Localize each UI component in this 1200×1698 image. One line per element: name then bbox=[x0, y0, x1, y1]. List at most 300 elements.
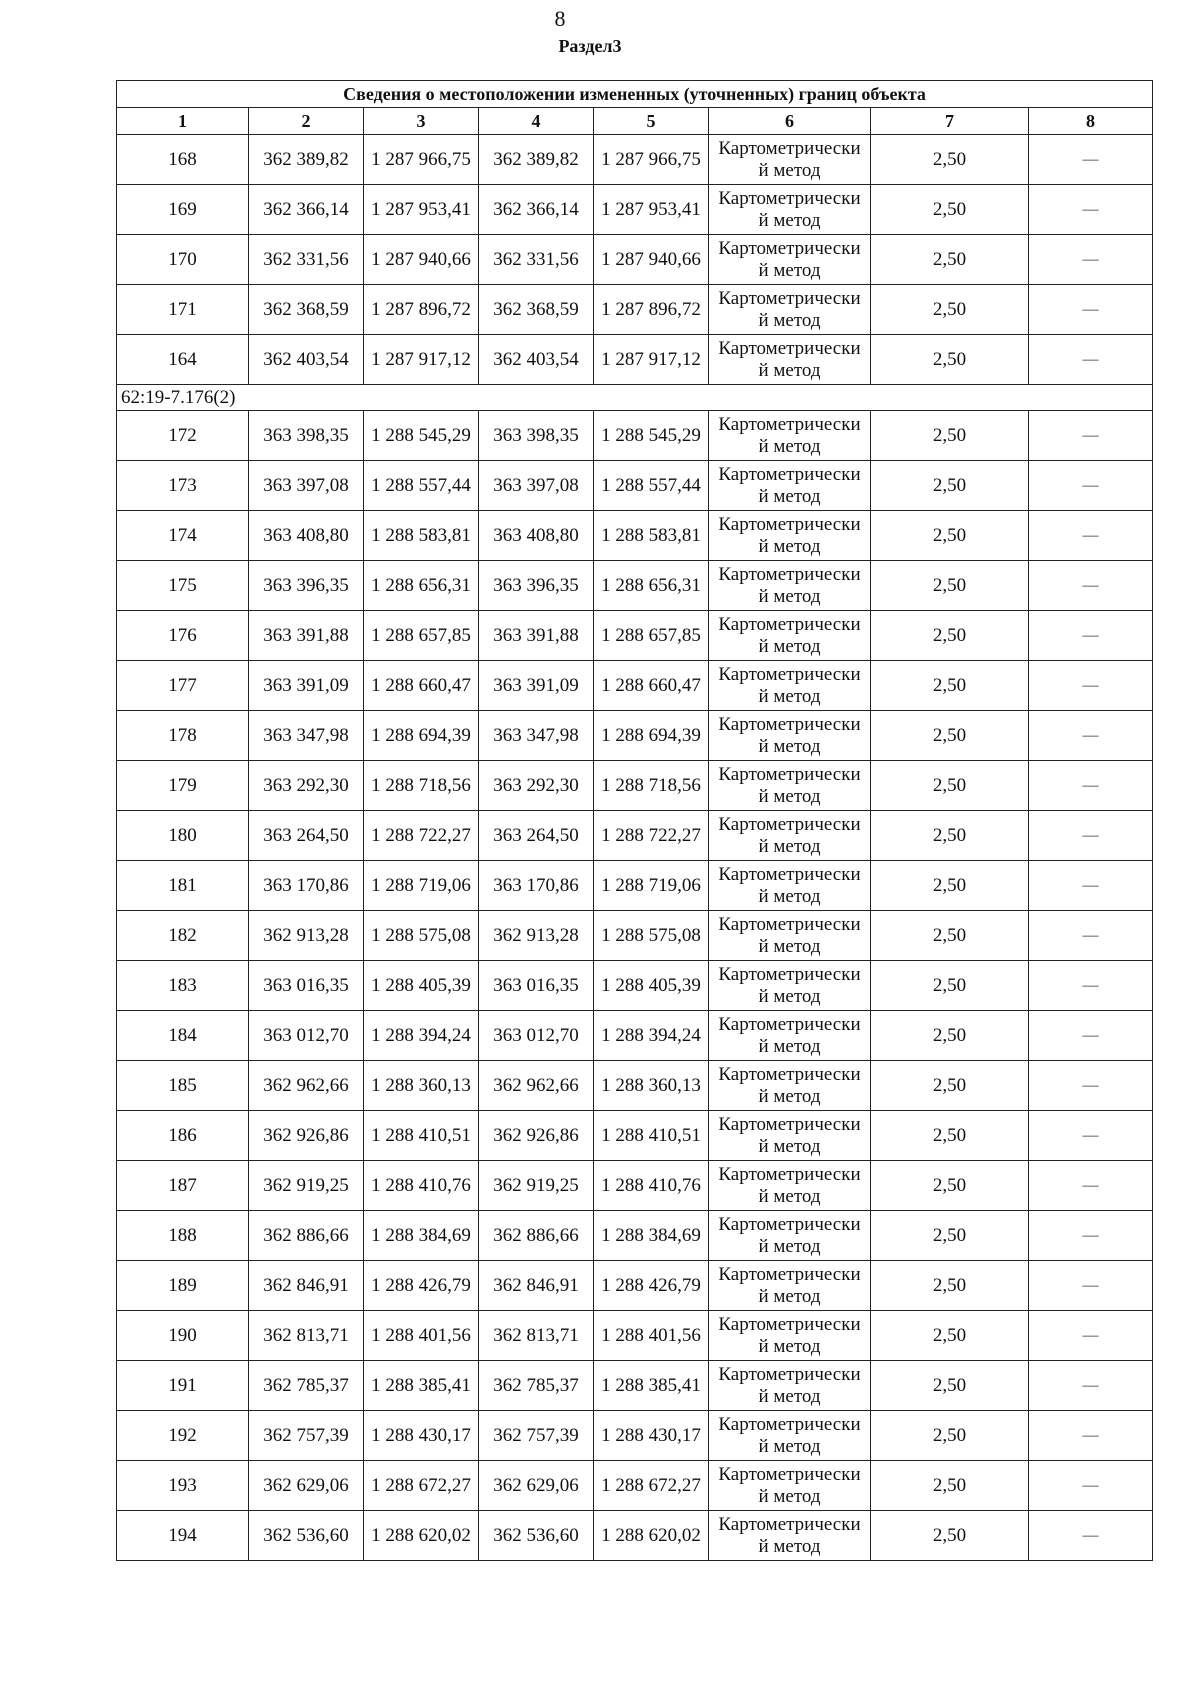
method-line: Картометрически bbox=[718, 187, 861, 209]
new-y-cell: 1 288 575,08 bbox=[594, 911, 709, 961]
new-y-cell: 1 288 620,02 bbox=[594, 1511, 709, 1561]
new-y-cell: 1 288 410,51 bbox=[594, 1111, 709, 1161]
table-row bbox=[117, 235, 1153, 285]
method-line: й метод bbox=[758, 685, 821, 707]
new-x-cell: 362 785,37 bbox=[479, 1361, 594, 1411]
new-x-cell: 362 389,82 bbox=[479, 135, 594, 185]
description-cell: — bbox=[1029, 1511, 1153, 1561]
method-line: Картометрически bbox=[718, 513, 861, 535]
method-line: й метод bbox=[758, 1335, 821, 1357]
description-cell: — bbox=[1029, 1411, 1153, 1461]
method-line: Картометрически bbox=[718, 1313, 861, 1335]
table-row bbox=[117, 185, 1153, 235]
new-x-cell: 363 170,86 bbox=[479, 861, 594, 911]
method-line: Картометрически bbox=[718, 1013, 861, 1035]
method-cell bbox=[709, 1261, 871, 1311]
point-number-cell: 178 bbox=[117, 711, 249, 761]
method-line: Картометрически bbox=[718, 1463, 861, 1485]
method-line: Картометрически bbox=[718, 337, 861, 359]
method-line: Картометрически bbox=[718, 287, 861, 309]
method-cell bbox=[709, 661, 871, 711]
table-row bbox=[117, 611, 1153, 661]
method-cell bbox=[709, 1361, 871, 1411]
existing-x-cell: 362 846,91 bbox=[249, 1261, 364, 1311]
precision-cell: 2,50 bbox=[871, 561, 1029, 611]
description-cell: — bbox=[1029, 1111, 1153, 1161]
method-line: й метод bbox=[758, 1235, 821, 1257]
new-x-cell: 363 408,80 bbox=[479, 511, 594, 561]
method-cell bbox=[709, 961, 871, 1011]
existing-y-cell: 1 288 394,24 bbox=[364, 1011, 479, 1061]
point-number-cell: 179 bbox=[117, 761, 249, 811]
new-y-cell: 1 288 545,29 bbox=[594, 411, 709, 461]
existing-y-cell: 1 288 360,13 bbox=[364, 1061, 479, 1111]
new-y-cell: 1 288 430,17 bbox=[594, 1411, 709, 1461]
description-cell: — bbox=[1029, 335, 1153, 385]
method-cell bbox=[709, 1311, 871, 1361]
precision-cell: 2,50 bbox=[871, 335, 1029, 385]
point-number-cell: 189 bbox=[117, 1261, 249, 1311]
method-line: й метод bbox=[758, 635, 821, 657]
table-caption: Сведения о местоположении измененных (уточненных) границ объекта bbox=[117, 81, 1153, 108]
method-cell bbox=[709, 761, 871, 811]
existing-y-cell: 1 288 694,39 bbox=[364, 711, 479, 761]
new-x-cell: 362 926,86 bbox=[479, 1111, 594, 1161]
existing-x-cell: 362 389,82 bbox=[249, 135, 364, 185]
table-row bbox=[117, 1311, 1153, 1361]
existing-x-cell: 362 757,39 bbox=[249, 1411, 364, 1461]
method-line: й метод bbox=[758, 1485, 821, 1507]
existing-y-cell: 1 288 719,06 bbox=[364, 861, 479, 911]
method-cell bbox=[709, 185, 871, 235]
precision-cell: 2,50 bbox=[871, 761, 1029, 811]
existing-x-cell: 363 398,35 bbox=[249, 411, 364, 461]
precision-cell: 2,50 bbox=[871, 461, 1029, 511]
existing-x-cell: 363 391,09 bbox=[249, 661, 364, 711]
existing-y-cell: 1 288 672,27 bbox=[364, 1461, 479, 1511]
table-row bbox=[117, 1261, 1153, 1311]
new-y-cell: 1 288 385,41 bbox=[594, 1361, 709, 1411]
table-row bbox=[117, 1461, 1153, 1511]
point-number-cell: 194 bbox=[117, 1511, 249, 1561]
new-x-cell: 362 403,54 bbox=[479, 335, 594, 385]
method-line: й метод bbox=[758, 735, 821, 757]
table-body bbox=[117, 135, 1153, 1561]
method-line: й метод bbox=[758, 1385, 821, 1407]
method-line: Картометрически bbox=[718, 413, 861, 435]
method-line: Картометрически bbox=[718, 1213, 861, 1235]
method-line: Картометрически bbox=[718, 813, 861, 835]
point-number-cell: 172 bbox=[117, 411, 249, 461]
method-line: Картометрически bbox=[718, 763, 861, 785]
existing-x-cell: 363 391,88 bbox=[249, 611, 364, 661]
point-number-cell: 182 bbox=[117, 911, 249, 961]
method-line: й метод bbox=[758, 885, 821, 907]
new-x-cell: 362 846,91 bbox=[479, 1261, 594, 1311]
new-x-cell: 363 391,09 bbox=[479, 661, 594, 711]
method-cell bbox=[709, 1211, 871, 1261]
point-number-cell: 164 bbox=[117, 335, 249, 385]
existing-x-cell: 362 331,56 bbox=[249, 235, 364, 285]
method-cell bbox=[709, 611, 871, 661]
point-number-cell: 192 bbox=[117, 1411, 249, 1461]
point-number-cell: 186 bbox=[117, 1111, 249, 1161]
new-y-cell: 1 288 657,85 bbox=[594, 611, 709, 661]
description-cell: — bbox=[1029, 1361, 1153, 1411]
point-number-cell: 175 bbox=[117, 561, 249, 611]
section-title: Раздел3 bbox=[558, 36, 622, 56]
existing-y-cell: 1 288 545,29 bbox=[364, 411, 479, 461]
existing-y-cell: 1 287 940,66 bbox=[364, 235, 479, 285]
table-row bbox=[117, 335, 1153, 385]
method-cell bbox=[709, 811, 871, 861]
existing-y-cell: 1 288 384,69 bbox=[364, 1211, 479, 1261]
method-line: й метод bbox=[758, 535, 821, 557]
existing-x-cell: 362 886,66 bbox=[249, 1211, 364, 1261]
method-cell bbox=[709, 861, 871, 911]
new-x-cell: 363 016,35 bbox=[479, 961, 594, 1011]
table-row bbox=[117, 1511, 1153, 1561]
method-line: й метод bbox=[758, 1035, 821, 1057]
new-x-cell: 363 398,35 bbox=[479, 411, 594, 461]
existing-x-cell: 362 366,14 bbox=[249, 185, 364, 235]
description-cell: — bbox=[1029, 1161, 1153, 1211]
description-cell: — bbox=[1029, 461, 1153, 511]
description-cell: — bbox=[1029, 1061, 1153, 1111]
precision-cell: 2,50 bbox=[871, 1211, 1029, 1261]
method-line: Картометрически bbox=[718, 1113, 861, 1135]
point-number-cell: 177 bbox=[117, 661, 249, 711]
precision-cell: 2,50 bbox=[871, 1461, 1029, 1511]
new-y-cell: 1 288 384,69 bbox=[594, 1211, 709, 1261]
existing-y-cell: 1 288 401,56 bbox=[364, 1311, 479, 1361]
description-cell: — bbox=[1029, 285, 1153, 335]
table-row bbox=[117, 1161, 1153, 1211]
precision-cell: 2,50 bbox=[871, 1161, 1029, 1211]
method-cell bbox=[709, 1411, 871, 1461]
method-cell bbox=[709, 511, 871, 561]
precision-cell: 2,50 bbox=[871, 611, 1029, 661]
new-x-cell: 362 886,66 bbox=[479, 1211, 594, 1261]
method-line: Картометрически bbox=[718, 1513, 861, 1535]
column-number: 5 bbox=[594, 108, 709, 135]
table-row bbox=[117, 411, 1153, 461]
table-row bbox=[117, 1361, 1153, 1411]
point-number-cell: 184 bbox=[117, 1011, 249, 1061]
new-y-cell: 1 288 401,56 bbox=[594, 1311, 709, 1361]
new-x-cell: 363 396,35 bbox=[479, 561, 594, 611]
precision-cell: 2,50 bbox=[871, 1511, 1029, 1561]
method-line: й метод bbox=[758, 585, 821, 607]
method-cell bbox=[709, 285, 871, 335]
existing-x-cell: 362 785,37 bbox=[249, 1361, 364, 1411]
column-number: 4 bbox=[479, 108, 594, 135]
new-y-cell: 1 288 410,76 bbox=[594, 1161, 709, 1211]
column-number-row bbox=[117, 108, 1153, 135]
existing-y-cell: 1 288 426,79 bbox=[364, 1261, 479, 1311]
group-label: 62:19-7.176(2) bbox=[117, 385, 1153, 411]
precision-cell: 2,50 bbox=[871, 1411, 1029, 1461]
new-y-cell: 1 287 953,41 bbox=[594, 185, 709, 235]
page-number: 8 bbox=[554, 6, 566, 31]
existing-x-cell: 362 403,54 bbox=[249, 335, 364, 385]
point-number-cell: 173 bbox=[117, 461, 249, 511]
existing-y-cell: 1 287 966,75 bbox=[364, 135, 479, 185]
method-line: Картометрически bbox=[718, 137, 861, 159]
description-cell: — bbox=[1029, 1461, 1153, 1511]
precision-cell: 2,50 bbox=[871, 411, 1029, 461]
new-y-cell: 1 288 660,47 bbox=[594, 661, 709, 711]
new-y-cell: 1 288 718,56 bbox=[594, 761, 709, 811]
precision-cell: 2,50 bbox=[871, 1361, 1029, 1411]
table-row bbox=[117, 561, 1153, 611]
description-cell: — bbox=[1029, 561, 1153, 611]
new-x-cell: 362 368,59 bbox=[479, 285, 594, 335]
existing-x-cell: 363 347,98 bbox=[249, 711, 364, 761]
description-cell: — bbox=[1029, 711, 1153, 761]
new-y-cell: 1 287 940,66 bbox=[594, 235, 709, 285]
new-x-cell: 362 757,39 bbox=[479, 1411, 594, 1461]
description-cell: — bbox=[1029, 761, 1153, 811]
new-y-cell: 1 288 426,79 bbox=[594, 1261, 709, 1311]
existing-y-cell: 1 288 620,02 bbox=[364, 1511, 479, 1561]
description-cell: — bbox=[1029, 1211, 1153, 1261]
table-row bbox=[117, 811, 1153, 861]
method-line: Картометрически bbox=[718, 713, 861, 735]
precision-cell: 2,50 bbox=[871, 861, 1029, 911]
existing-y-cell: 1 288 405,39 bbox=[364, 961, 479, 1011]
method-cell bbox=[709, 1161, 871, 1211]
precision-cell: 2,50 bbox=[871, 1061, 1029, 1111]
table-row bbox=[117, 1011, 1153, 1061]
existing-x-cell: 362 536,60 bbox=[249, 1511, 364, 1561]
method-cell bbox=[709, 461, 871, 511]
description-cell: — bbox=[1029, 235, 1153, 285]
point-number-cell: 176 bbox=[117, 611, 249, 661]
new-x-cell: 363 397,08 bbox=[479, 461, 594, 511]
existing-x-cell: 363 396,35 bbox=[249, 561, 364, 611]
column-number: 1 bbox=[117, 108, 249, 135]
point-number-cell: 169 bbox=[117, 185, 249, 235]
new-x-cell: 362 366,14 bbox=[479, 185, 594, 235]
existing-x-cell: 362 926,86 bbox=[249, 1111, 364, 1161]
existing-x-cell: 363 292,30 bbox=[249, 761, 364, 811]
method-line: й метод bbox=[758, 935, 821, 957]
point-number-cell: 190 bbox=[117, 1311, 249, 1361]
precision-cell: 2,50 bbox=[871, 285, 1029, 335]
method-line: Картометрически bbox=[718, 613, 861, 635]
method-cell bbox=[709, 1011, 871, 1061]
method-line: й метод bbox=[758, 1085, 821, 1107]
precision-cell: 2,50 bbox=[871, 661, 1029, 711]
new-x-cell: 362 813,71 bbox=[479, 1311, 594, 1361]
existing-y-cell: 1 288 575,08 bbox=[364, 911, 479, 961]
method-cell bbox=[709, 1061, 871, 1111]
table-row bbox=[117, 1111, 1153, 1161]
precision-cell: 2,50 bbox=[871, 711, 1029, 761]
method-cell bbox=[709, 561, 871, 611]
precision-cell: 2,50 bbox=[871, 1311, 1029, 1361]
method-cell bbox=[709, 1511, 871, 1561]
new-x-cell: 362 962,66 bbox=[479, 1061, 594, 1111]
description-cell: — bbox=[1029, 611, 1153, 661]
existing-y-cell: 1 288 557,44 bbox=[364, 461, 479, 511]
point-number-cell: 174 bbox=[117, 511, 249, 561]
new-y-cell: 1 288 672,27 bbox=[594, 1461, 709, 1511]
method-line: й метод bbox=[758, 485, 821, 507]
new-y-cell: 1 287 896,72 bbox=[594, 285, 709, 335]
new-y-cell: 1 287 917,12 bbox=[594, 335, 709, 385]
new-y-cell: 1 288 394,24 bbox=[594, 1011, 709, 1061]
existing-y-cell: 1 288 660,47 bbox=[364, 661, 479, 711]
description-cell: — bbox=[1029, 811, 1153, 861]
method-line: Картометрически bbox=[718, 563, 861, 585]
method-cell bbox=[709, 335, 871, 385]
table-row bbox=[117, 461, 1153, 511]
existing-x-cell: 363 012,70 bbox=[249, 1011, 364, 1061]
existing-y-cell: 1 288 410,76 bbox=[364, 1161, 479, 1211]
method-line: Картометрически bbox=[718, 1163, 861, 1185]
description-cell: — bbox=[1029, 661, 1153, 711]
new-y-cell: 1 288 360,13 bbox=[594, 1061, 709, 1111]
method-line: й метод bbox=[758, 985, 821, 1007]
precision-cell: 2,50 bbox=[871, 1261, 1029, 1311]
new-x-cell: 363 012,70 bbox=[479, 1011, 594, 1061]
existing-x-cell: 362 368,59 bbox=[249, 285, 364, 335]
column-number: 8 bbox=[1029, 108, 1153, 135]
new-x-cell: 362 629,06 bbox=[479, 1461, 594, 1511]
description-cell: — bbox=[1029, 135, 1153, 185]
precision-cell: 2,50 bbox=[871, 811, 1029, 861]
column-number: 3 bbox=[364, 108, 479, 135]
table-row bbox=[117, 711, 1153, 761]
new-x-cell: 362 913,28 bbox=[479, 911, 594, 961]
method-line: й метод bbox=[758, 1185, 821, 1207]
point-number-cell: 180 bbox=[117, 811, 249, 861]
method-cell bbox=[709, 135, 871, 185]
precision-cell: 2,50 bbox=[871, 911, 1029, 961]
method-line: й метод bbox=[758, 209, 821, 231]
method-line: й метод bbox=[758, 309, 821, 331]
method-line: Картометрически bbox=[718, 1063, 861, 1085]
description-cell: — bbox=[1029, 511, 1153, 561]
table-row bbox=[117, 761, 1153, 811]
point-number-cell: 191 bbox=[117, 1361, 249, 1411]
existing-x-cell: 363 264,50 bbox=[249, 811, 364, 861]
existing-y-cell: 1 288 657,85 bbox=[364, 611, 479, 661]
existing-y-cell: 1 288 583,81 bbox=[364, 511, 479, 561]
table-row bbox=[117, 1411, 1153, 1461]
new-y-cell: 1 288 405,39 bbox=[594, 961, 709, 1011]
point-number-cell: 193 bbox=[117, 1461, 249, 1511]
existing-x-cell: 363 170,86 bbox=[249, 861, 364, 911]
method-line: Картометрически bbox=[718, 663, 861, 685]
precision-cell: 2,50 bbox=[871, 511, 1029, 561]
precision-cell: 2,50 bbox=[871, 235, 1029, 285]
existing-y-cell: 1 288 430,17 bbox=[364, 1411, 479, 1461]
new-x-cell: 363 347,98 bbox=[479, 711, 594, 761]
description-cell: — bbox=[1029, 911, 1153, 961]
column-number: 7 bbox=[871, 108, 1029, 135]
method-line: й метод bbox=[758, 1285, 821, 1307]
method-line: Картометрически bbox=[718, 863, 861, 885]
new-x-cell: 362 919,25 bbox=[479, 1161, 594, 1211]
new-x-cell: 363 264,50 bbox=[479, 811, 594, 861]
existing-y-cell: 1 288 656,31 bbox=[364, 561, 479, 611]
method-line: Картометрически bbox=[718, 463, 861, 485]
description-cell: — bbox=[1029, 861, 1153, 911]
method-line: Картометрически bbox=[718, 1413, 861, 1435]
method-line: Картометрически bbox=[718, 913, 861, 935]
table-row bbox=[117, 1211, 1153, 1261]
method-cell bbox=[709, 911, 871, 961]
description-cell: — bbox=[1029, 1011, 1153, 1061]
precision-cell: 2,50 bbox=[871, 185, 1029, 235]
point-number-cell: 181 bbox=[117, 861, 249, 911]
new-x-cell: 363 292,30 bbox=[479, 761, 594, 811]
method-cell bbox=[709, 711, 871, 761]
point-number-cell: 187 bbox=[117, 1161, 249, 1211]
method-line: й метод bbox=[758, 1535, 821, 1557]
method-line: й метод bbox=[758, 1135, 821, 1157]
method-line: й метод bbox=[758, 159, 821, 181]
method-line: й метод bbox=[758, 359, 821, 381]
column-number: 6 bbox=[709, 108, 871, 135]
description-cell: — bbox=[1029, 1261, 1153, 1311]
existing-y-cell: 1 287 953,41 bbox=[364, 185, 479, 235]
method-line: Картометрически bbox=[718, 963, 861, 985]
method-line: Картометрически bbox=[718, 1363, 861, 1385]
point-number-cell: 185 bbox=[117, 1061, 249, 1111]
point-number-cell: 168 bbox=[117, 135, 249, 185]
existing-x-cell: 362 962,66 bbox=[249, 1061, 364, 1111]
table-row bbox=[117, 861, 1153, 911]
new-x-cell: 362 536,60 bbox=[479, 1511, 594, 1561]
table-row bbox=[117, 135, 1153, 185]
existing-y-cell: 1 287 917,12 bbox=[364, 335, 479, 385]
table-row bbox=[117, 911, 1153, 961]
new-y-cell: 1 288 583,81 bbox=[594, 511, 709, 561]
new-y-cell: 1 288 722,27 bbox=[594, 811, 709, 861]
method-cell bbox=[709, 1111, 871, 1161]
precision-cell: 2,50 bbox=[871, 961, 1029, 1011]
existing-y-cell: 1 288 385,41 bbox=[364, 1361, 479, 1411]
method-line: й метод bbox=[758, 1435, 821, 1457]
group-row bbox=[117, 385, 1153, 411]
new-x-cell: 362 331,56 bbox=[479, 235, 594, 285]
new-x-cell: 363 391,88 bbox=[479, 611, 594, 661]
point-number-cell: 170 bbox=[117, 235, 249, 285]
existing-y-cell: 1 288 718,56 bbox=[364, 761, 479, 811]
existing-x-cell: 362 629,06 bbox=[249, 1461, 364, 1511]
method-line: й метод bbox=[758, 259, 821, 281]
method-cell bbox=[709, 1461, 871, 1511]
point-number-cell: 183 bbox=[117, 961, 249, 1011]
description-cell: — bbox=[1029, 1311, 1153, 1361]
method-cell bbox=[709, 235, 871, 285]
method-line: й метод bbox=[758, 785, 821, 807]
boundary-coordinates-table bbox=[116, 80, 1153, 1561]
existing-x-cell: 362 919,25 bbox=[249, 1161, 364, 1211]
description-cell: — bbox=[1029, 185, 1153, 235]
point-number-cell: 188 bbox=[117, 1211, 249, 1261]
method-line: Картометрически bbox=[718, 237, 861, 259]
description-cell: — bbox=[1029, 411, 1153, 461]
method-cell bbox=[709, 411, 871, 461]
table-row bbox=[117, 961, 1153, 1011]
method-line: й метод bbox=[758, 835, 821, 857]
table-row bbox=[117, 511, 1153, 561]
